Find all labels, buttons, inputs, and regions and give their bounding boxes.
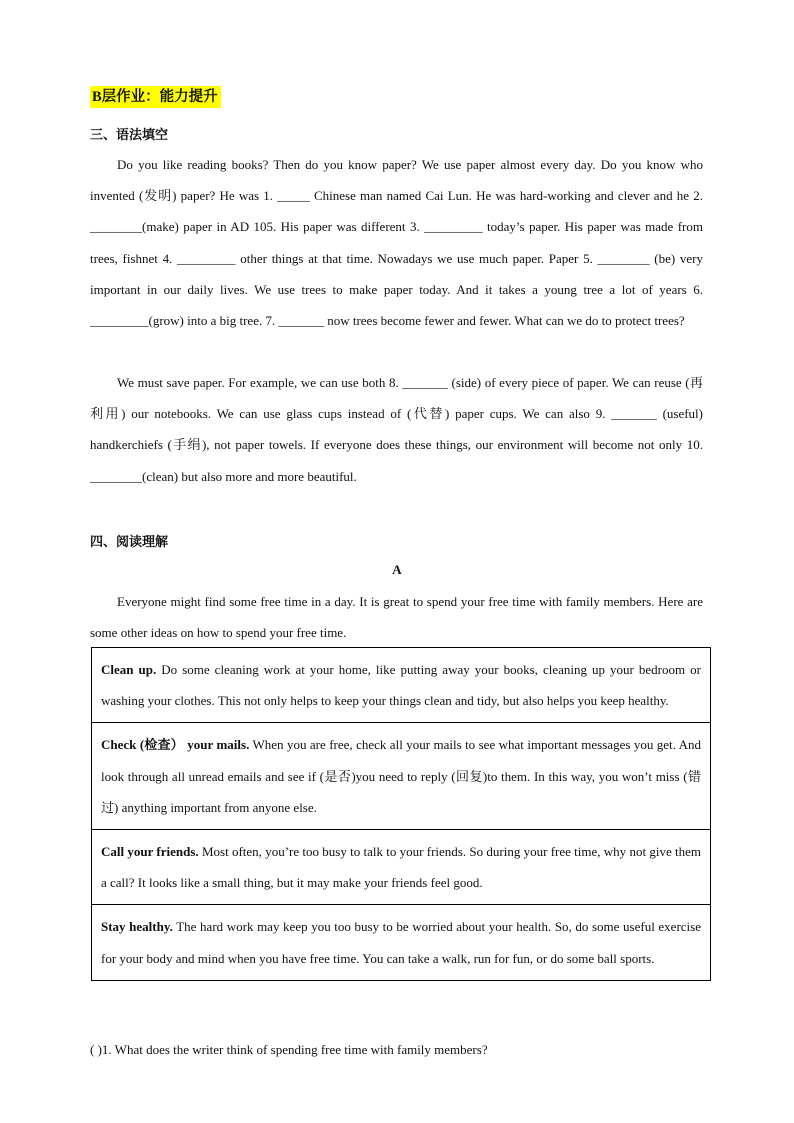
- idea-title: Check (检查） your mails.: [101, 737, 250, 753]
- idea-text: Most often, you’re too busy to talk to your friends. So during your free time, why not give them a call? It looks like a small thing, but it may make your friends feel good.: [101, 844, 701, 891]
- table-row: [92, 723, 711, 830]
- table-row: [92, 905, 711, 980]
- idea-title: Stay healthy.: [101, 919, 173, 935]
- idea-text: Do some cleaning work at your home, like putting away your books, cleaning up your bedroom or washing your clothes. This not only helps to keep your things clean and tidy, but also helps you keep healthy.: [101, 662, 701, 709]
- idea-text: The hard work may keep you too busy to be worried about your health. So, do some useful exercise for your body and mind when you have free time. You can take a walk, run for fun, or do some ball sports.: [101, 919, 701, 966]
- section-3-heading: 三、语法填空: [90, 127, 169, 142]
- grammar-fill-paragraph-2: We must save paper. For example, we can use both 8. _______ (side) of every piece of paper. We can reuse (再利用) our notebooks. We can use glass cups instead of (代替) paper cups. We can also 9. _______ (useful) handkerchiefs (手绢), not paper towels. If everyone does these things, our environment will become not only 10. ________(clean) but also more and more beautiful.: [90, 375, 703, 484]
- ideas-table: [91, 647, 711, 981]
- reading-intro-paragraph: Everyone might find some free time in a day. It is great to spend your free time with family members. Here are some other ideas on how to spend your free time.: [90, 594, 703, 641]
- question-1: ( )1. What does the writer think of spending free time with family members?: [90, 1042, 488, 1057]
- idea-title: Clean up.: [101, 662, 157, 677]
- table-row: [92, 648, 711, 723]
- idea-cell: [92, 648, 711, 723]
- passage-label: A: [392, 562, 402, 577]
- section-4-heading: 四、阅读理解: [90, 534, 169, 549]
- idea-text: When you are free, check all your mails to see what important messages you get. And look through all unread emails and see if (是否)you need to reply (回复)to them. In this way, you won’t miss (错过) anything important from anyone else.: [101, 737, 701, 815]
- idea-title: Call your friends.: [101, 844, 199, 860]
- table-row: [92, 830, 711, 905]
- section-b-title: B层作业：能力提升: [90, 86, 221, 108]
- grammar-fill-paragraph-1: Do you like reading books? Then do you know paper? We use paper almost every day. Do you know who invented (发明) paper? He was 1. _____ Chinese man named Cai Lun. He was hard-working and clever and he 2. ________(make) paper in AD 105. His paper was different 3. _________ today’s paper. His paper was made from trees, fishnet 4. _________ other things at that time. Nowadays we use much paper. Paper 5. ________ (be) very important in our daily lives. We use trees to make paper today. And it takes a young tree a lot of years 6. _________(grow) into a big tree. 7. _______ now trees become fewer and fewer. What can we do to protect trees?: [90, 157, 703, 329]
- idea-cell: [92, 723, 711, 830]
- idea-cell: [92, 905, 711, 980]
- idea-cell: [92, 830, 711, 905]
